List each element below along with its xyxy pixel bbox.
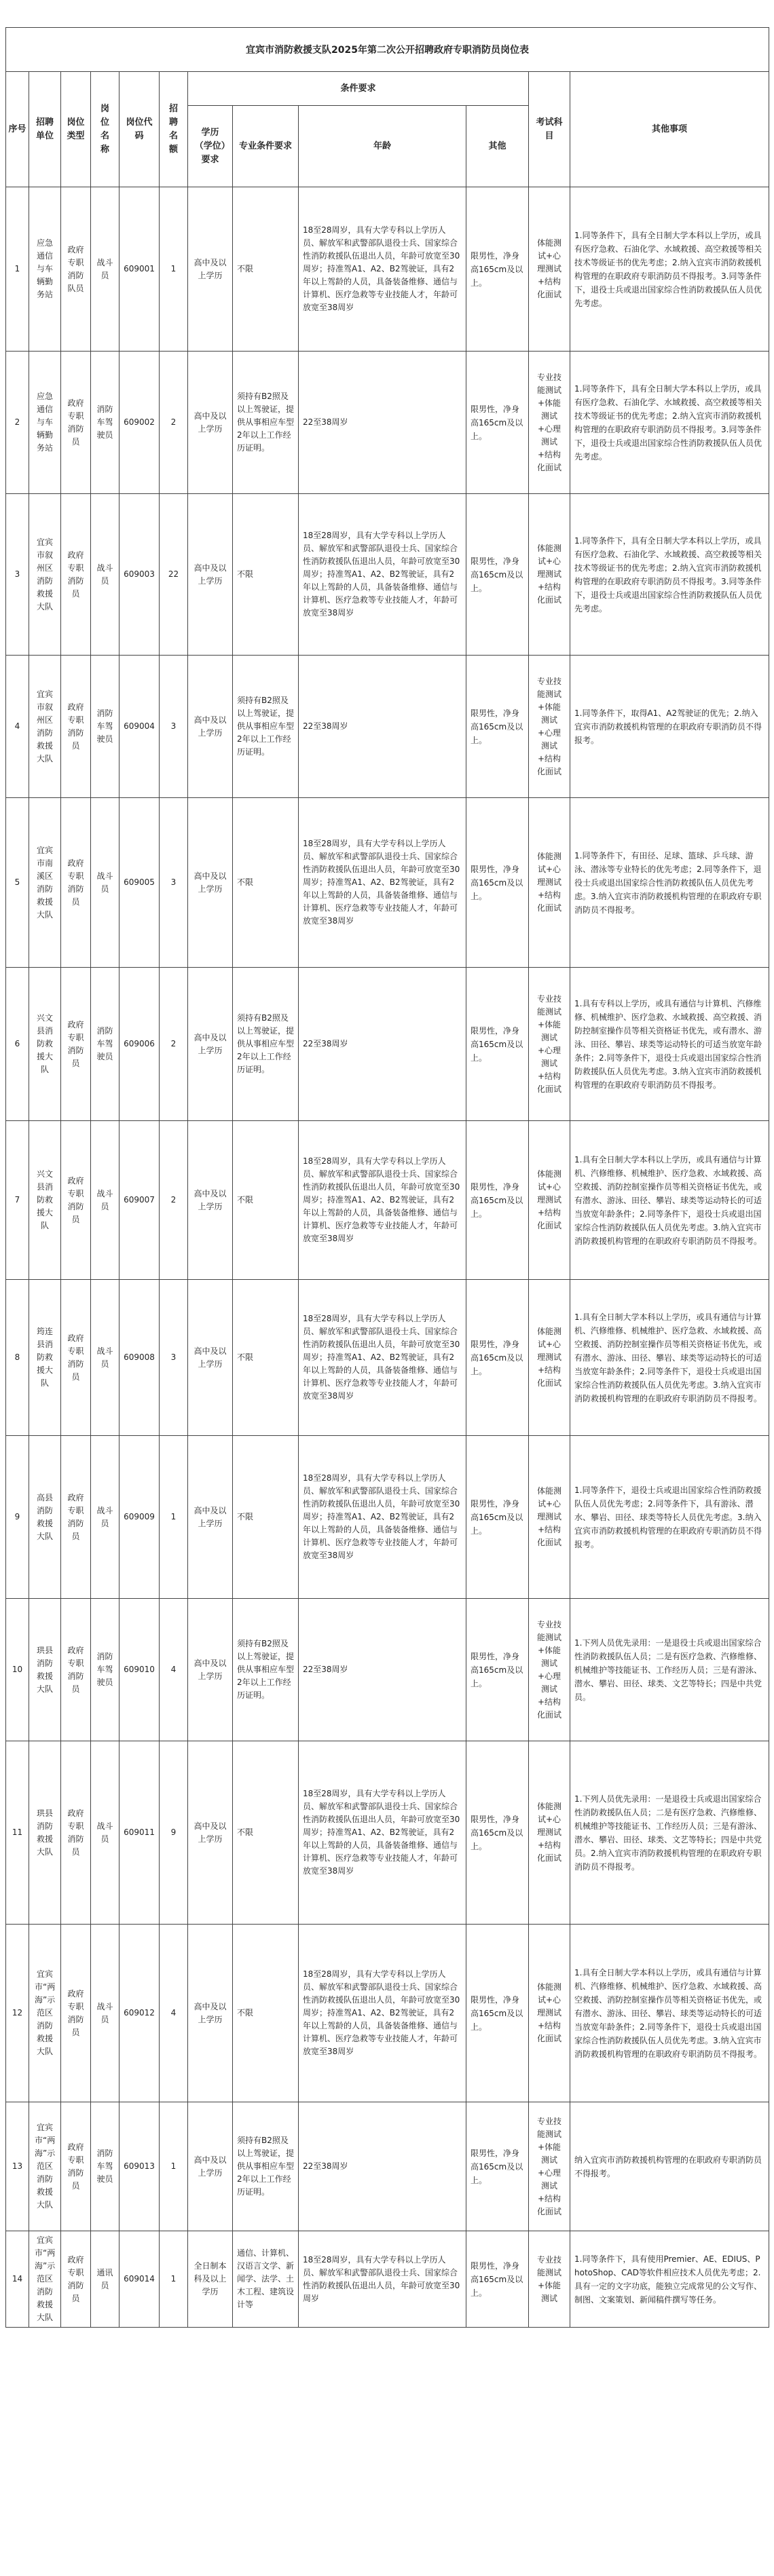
cell-exam: 专业技能测试+体能测试 — [529, 2231, 570, 2328]
page-title: 宜宾市消防救援支队2025年第二次公开招聘政府专职消防员岗位表 — [6, 28, 769, 72]
cell-unit: 宜宾市“两海”示范区消防救援大队 — [29, 2102, 61, 2231]
cell-notes: 1.具有专科以上学历，或具有通信与计算机、汽修维修、机械维护、医疗急救、水域救援、高空救援、消防控制室操作员等相关资格证书优先，或有潜水、游泳、田径、攀岩、球类等运动特长的可适当放宽年龄条件；2.同等条件下，退役士兵或退出国家综合性消防救援队伍人员优先考虑。3.纳入宜宾市消防救援机构管理的在职政府专职消防员不得报考。 — [570, 968, 769, 1121]
table-row — [6, 1599, 769, 1741]
header-quota: 招聘名额 — [160, 72, 188, 187]
cell-post-name: 通讯员 — [91, 2231, 119, 2328]
cell-other: 限男性，净身高165cm及以上。 — [466, 1436, 529, 1599]
cell-code: 609004 — [119, 656, 160, 798]
cell-edu: 全日制本科及以上学历 — [188, 2231, 233, 2328]
cell-age: 18至28周岁，具有大学专科以上学历人员、解放军和武警部队退役士兵、国家综合性消防救援队伍退出人员，年龄可放宽至30周岁；持准驾A1、A2、B2驾驶证，具有2年以上驾龄的人员，具备装备维修、通信与计算机、医疗急救等专业技能人才，年龄可放宽至38周岁 — [299, 1121, 466, 1280]
cell-seq: 11 — [6, 1741, 29, 1925]
cell-exam: 专业技能测试+体能测试+心理测试+结构化面试 — [529, 968, 570, 1121]
cell-quota: 22 — [160, 494, 188, 656]
cell-code: 609003 — [119, 494, 160, 656]
cell-quota: 4 — [160, 1599, 188, 1741]
cell-major: 须持有B2照及以上驾驶证，提供从事相应车型2年以上工作经历证明。 — [233, 1599, 299, 1741]
header-other: 其他 — [466, 106, 529, 187]
header-edu: 学历（学位）要求 — [188, 106, 233, 187]
cell-quota: 3 — [160, 798, 188, 968]
header-notes: 其他事项 — [570, 72, 769, 187]
cell-code: 609009 — [119, 1436, 160, 1599]
cell-major: 须持有B2照及以上驾驶证，提供从事相应车型2年以上工作经历证明。 — [233, 2102, 299, 2231]
cell-edu: 高中及以上学历 — [188, 656, 233, 798]
cell-unit: 宜宾市“两海”示范区消防救援大队 — [29, 1925, 61, 2102]
cell-major: 不限 — [233, 798, 299, 968]
cell-edu: 高中及以上学历 — [188, 798, 233, 968]
cell-post-type: 政府专职消防员 — [61, 352, 91, 494]
cell-notes: 1.下列人员优先录用：一是退役士兵或退出国家综合性消防救援队伍人员；二是有医疗急救、汽修维修、机械维护等技能证书、工作经历人员；三是有游泳、潜水、攀岩、田径、球类、文艺等特长；四是中共党员。2.纳入宜宾市消防救援机构管理的在职政府专职消防员不得报考。 — [570, 1741, 769, 1925]
cell-unit: 兴文县消防救援大队 — [29, 1121, 61, 1280]
cell-edu: 高中及以上学历 — [188, 1599, 233, 1741]
cell-major: 不限 — [233, 1436, 299, 1599]
cell-other: 限男性，净身高165cm及以上。 — [466, 1925, 529, 2102]
cell-unit: 高县消防救援大队 — [29, 1436, 61, 1599]
cell-other: 限男性，净身高165cm及以上。 — [466, 187, 529, 352]
cell-seq: 7 — [6, 1121, 29, 1280]
cell-code: 609013 — [119, 2102, 160, 2231]
table-row — [6, 1121, 769, 1280]
cell-quota: 4 — [160, 1925, 188, 2102]
cell-post-type: 政府专职消防员 — [61, 1925, 91, 2102]
header-major: 专业条件要求 — [233, 106, 299, 187]
cell-other: 限男性，净身高165cm及以上。 — [466, 2231, 529, 2328]
cell-quota: 1 — [160, 1436, 188, 1599]
cell-exam: 体能测试+心理测试+结构化面试 — [529, 494, 570, 656]
cell-post-name: 消防车驾驶员 — [91, 1599, 119, 1741]
table-row — [6, 1741, 769, 1925]
cell-post-name: 战斗员 — [91, 1121, 119, 1280]
cell-major: 不限 — [233, 1121, 299, 1280]
cell-exam: 体能测试+心理测试+结构化面试 — [529, 1436, 570, 1599]
cell-other: 限男性，净身高165cm及以上。 — [466, 1741, 529, 1925]
cell-edu: 高中及以上学历 — [188, 352, 233, 494]
cell-quota: 9 — [160, 1741, 188, 1925]
cell-exam: 体能测试+心理测试+结构化面试 — [529, 187, 570, 352]
cell-major: 不限 — [233, 187, 299, 352]
cell-other: 限男性，净身高165cm及以上。 — [466, 798, 529, 968]
cell-exam: 专业技能测试+体能测试+心理测试+结构化面试 — [529, 2102, 570, 2231]
cell-post-name: 战斗员 — [91, 1436, 119, 1599]
cell-code: 609014 — [119, 2231, 160, 2328]
cell-age: 22至38周岁 — [299, 2102, 466, 2231]
table-row — [6, 187, 769, 352]
cell-seq: 3 — [6, 494, 29, 656]
cell-seq: 13 — [6, 2102, 29, 2231]
cell-other: 限男性，净身高165cm及以上。 — [466, 1599, 529, 1741]
cell-code: 609001 — [119, 187, 160, 352]
cell-age: 18至28周岁，具有大学专科以上学历人员、解放军和武警部队退役士兵、国家综合性消防救援队伍退出人员，年龄可放宽至30周岁；持准驾A1、A2、B2驾驶证，具有2年以上驾龄的人员，具备装备维修、通信与计算机、医疗急救等专业技能人才，年龄可放宽至38周岁 — [299, 1741, 466, 1925]
cell-notes: 1.具有全日制大学本科以上学历，或具有通信与计算机、汽修维修、机械维护、医疗急救、水域救援、高空救援、消防控制室操作员等相关资格证书优先，或有潜水、游泳、田径、攀岩、球类等运动特长的可适当放宽年龄条件；2.同等条件下，退役士兵或退出国家综合性消防救援队伍人员优先考虑。3.纳入宜宾市消防救援机构管理的在职政府专职消防员不得报考。 — [570, 1925, 769, 2102]
cell-age: 18至28周岁，具有大学专科以上学历人员、解放军和武警部队退役士兵、国家综合性消防救援队伍退出人员，年龄可放宽至30周岁；持准驾A1、A2、B2驾驶证，具有2年以上驾龄的人员，具备装备维修、通信与计算机、医疗急救等专业技能人才，年龄可放宽至38周岁 — [299, 798, 466, 968]
cell-post-type: 政府专职消防员 — [61, 1436, 91, 1599]
cell-post-type: 政府专职消防员 — [61, 2102, 91, 2231]
cell-seq: 6 — [6, 968, 29, 1121]
cell-unit: 珙县消防救援大队 — [29, 1741, 61, 1925]
cell-unit: 筠连县消防救援大队 — [29, 1280, 61, 1436]
cell-edu: 高中及以上学历 — [188, 187, 233, 352]
cell-exam: 专业技能测试+体能测试+心理测试+结构化面试 — [529, 1599, 570, 1741]
header-exam: 考试科目 — [529, 72, 570, 187]
cell-post-name: 消防车驾驶员 — [91, 352, 119, 494]
cell-post-type: 政府专职消防员 — [61, 2231, 91, 2328]
cell-edu: 高中及以上学历 — [188, 1280, 233, 1436]
cell-age: 22至38周岁 — [299, 656, 466, 798]
cell-notes: 1.具有全日制大学本科以上学历，或具有通信与计算机、汽修维修、机械维护、医疗急救、水域救援、高空救援、消防控制室操作员等相关资格证书优先，或有潜水、游泳、田径、攀岩、球类等运动特长的可适当放宽年龄条件；2.同等条件下，退役士兵或退出国家综合性消防救援队伍人员优先考虑。3.纳入宜宾市消防救援机构管理的在职政府专职消防员不得报考。 — [570, 1280, 769, 1436]
cell-unit: 宜宾市“两海”示范区消防救援大队 — [29, 2231, 61, 2328]
table-row — [6, 2102, 769, 2231]
cell-edu: 高中及以上学历 — [188, 1741, 233, 1925]
cell-exam: 体能测试+心理测试+结构化面试 — [529, 1741, 570, 1925]
table-row — [6, 656, 769, 798]
cell-post-name: 战斗员 — [91, 187, 119, 352]
cell-major: 不限 — [233, 1741, 299, 1925]
cell-exam: 专业技能测试+体能测试+心理测试+结构化面试 — [529, 656, 570, 798]
cell-post-name: 战斗员 — [91, 1925, 119, 2102]
cell-unit: 宜宾市叙州区消防救援大队 — [29, 494, 61, 656]
cell-major: 须持有B2照及以上驾驶证，提供从事相应车型2年以上工作经历证明。 — [233, 352, 299, 494]
cell-age: 22至38周岁 — [299, 1599, 466, 1741]
cell-quota: 3 — [160, 656, 188, 798]
cell-age: 18至28周岁，具有大学专科以上学历人员、解放军和武警部队退役士兵、国家综合性消防救援队伍退出人员，年龄可放宽至30周岁 — [299, 2231, 466, 2328]
cell-post-name: 战斗员 — [91, 1741, 119, 1925]
cell-seq: 9 — [6, 1436, 29, 1599]
cell-quota: 1 — [160, 2231, 188, 2328]
cell-post-type: 政府专职消防队员 — [61, 187, 91, 352]
cell-post-name: 消防车驾驶员 — [91, 968, 119, 1121]
header-post-name: 岗位名称 — [91, 72, 119, 187]
cell-unit: 珙县消防救援大队 — [29, 1599, 61, 1741]
cell-exam: 体能测试+心理测试+结构化面试 — [529, 1121, 570, 1280]
cell-exam: 体能测试+心理测试+结构化面试 — [529, 1280, 570, 1436]
cell-notes: 1.同等条件下，具有全日制大学本科以上学历，或具有医疗急救、石油化学、水域救援、高空救援等相关技术等级证书的优先考虑；2.纳入宜宾市消防救援机构管理的在职政府专职消防员不得报考。3.同等条件下，退役士兵或退出国家综合性消防救援队伍人员优先考虑。 — [570, 494, 769, 656]
cell-code: 609005 — [119, 798, 160, 968]
cell-code: 609011 — [119, 1741, 160, 1925]
cell-seq: 12 — [6, 1925, 29, 2102]
cell-notes: 1.具有全日制大学本科以上学历，或具有通信与计算机、汽修维修、机械维护、医疗急救、水域救援、高空救援、消防控制室操作员等相关资格证书优先，或有潜水、游泳、田径、攀岩、球类等运动特长的可适当放宽年龄条件；2.同等条件下，退役士兵或退出国家综合性消防救援队伍人员优先考虑。3.纳入宜宾市消防救援机构管理的在职政府专职消防员不得报考。 — [570, 1121, 769, 1280]
cell-code: 609002 — [119, 352, 160, 494]
cell-edu: 高中及以上学历 — [188, 1925, 233, 2102]
table-row — [6, 1925, 769, 2102]
cell-notes: 纳入宜宾市消防救援机构管理的在职政府专职消防员不得报考。 — [570, 2102, 769, 2231]
cell-major: 须持有B2照及以上驾驶证，提供从事相应车型2年以上工作经历证明。 — [233, 656, 299, 798]
table-row — [6, 798, 769, 968]
cell-major: 不限 — [233, 1925, 299, 2102]
cell-post-name: 战斗员 — [91, 1280, 119, 1436]
cell-quota: 2 — [160, 1121, 188, 1280]
cell-seq: 14 — [6, 2231, 29, 2328]
cell-other: 限男性，净身高165cm及以上。 — [466, 656, 529, 798]
cell-age: 18至28周岁，具有大学专科以上学历人员、解放军和武警部队退役士兵、国家综合性消防救援队伍退出人员，年龄可放宽至30周岁；持准驾A1、A2、B2驾驶证，具有2年以上驾龄的人员，具备装备维修、通信与计算机、医疗急救等专业技能人才，年龄可放宽至38周岁 — [299, 1280, 466, 1436]
cell-post-name: 消防车驾驶员 — [91, 656, 119, 798]
cell-edu: 高中及以上学历 — [188, 968, 233, 1121]
cell-post-type: 政府专职消防员 — [61, 1280, 91, 1436]
cell-unit: 宜宾市南溪区消防救援大队 — [29, 798, 61, 968]
header-unit: 招聘单位 — [29, 72, 61, 187]
cell-exam: 体能测试+心理测试+结构化面试 — [529, 798, 570, 968]
cell-notes: 1.同等条件下，具有全日制大学本科以上学历，或具有医疗急救、石油化学、水域救援、高空救援等相关技术等级证书的优先考虑；2.纳入宜宾市消防救援机构管理的在职政府专职消防员不得报考。3.同等条件下，退役士兵或退出国家综合性消防救援队伍人员优先考虑。 — [570, 187, 769, 352]
cell-seq: 8 — [6, 1280, 29, 1436]
cell-age: 22至38周岁 — [299, 968, 466, 1121]
cell-notes: 1.同等条件下，有田径、足球、篮球、乒乓球、游泳、潜泳等专业特长的优先考虑；2.同等条件下，退役士兵或退出国家综合性消防救援队伍人员优先考虑。3.纳入宜宾市消防救援机构管理的在职政府专职消防员不得报考。 — [570, 798, 769, 968]
cell-exam: 专业技能测试+体能测试+心理测试+结构化面试 — [529, 352, 570, 494]
cell-post-name: 战斗员 — [91, 798, 119, 968]
cell-other: 限男性，净身高165cm及以上。 — [466, 1121, 529, 1280]
cell-quota: 1 — [160, 2102, 188, 2231]
header-age: 年龄 — [299, 106, 466, 187]
cell-code: 609006 — [119, 968, 160, 1121]
cell-post-type: 政府专职消防员 — [61, 494, 91, 656]
cell-post-name: 战斗员 — [91, 494, 119, 656]
cell-age: 18至28周岁，具有大学专科以上学历人员、解放军和武警部队退役士兵、国家综合性消防救援队伍退出人员，年龄可放宽至30周岁；持准驾A1、A2、B2驾驶证，具有2年以上驾龄的人员，具备装备维修、通信与计算机、医疗急救等专业技能人才，年龄可放宽至38周岁 — [299, 1436, 466, 1599]
cell-post-type: 政府专职消防员 — [61, 968, 91, 1121]
table-row — [6, 1280, 769, 1436]
cell-exam: 体能测试+心理测试+结构化面试 — [529, 1925, 570, 2102]
recruitment-table — [5, 27, 769, 2328]
cell-notes: 1.同等条件下，具有全日制大学本科以上学历，或具有医疗急救、石油化学、水域救援、高空救援等相关技术等级证书的优先考虑；2.纳入宜宾市消防救援机构管理的在职政府专职消防员不得报考。3.同等条件下，退役士兵或退出国家综合性消防救援队伍人员优先考虑。 — [570, 352, 769, 494]
cell-major: 不限 — [233, 494, 299, 656]
cell-post-type: 政府专职消防员 — [61, 1599, 91, 1741]
cell-quota: 3 — [160, 1280, 188, 1436]
cell-seq: 1 — [6, 187, 29, 352]
header-post-type: 岗位类型 — [61, 72, 91, 187]
cell-age: 18至28周岁，具有大学专科以上学历人员、解放军和武警部队退役士兵、国家综合性消防救援队伍退出人员，年龄可放宽至30周岁；持准驾A1、A2、B2驾驶证，具有2年以上驾龄的人员，具备装备维修、通信与计算机、医疗急救等专业技能人才，年龄可放宽至38周岁 — [299, 494, 466, 656]
header-conditions: 条件要求 — [188, 72, 529, 106]
cell-post-type: 政府专职消防员 — [61, 798, 91, 968]
cell-edu: 高中及以上学历 — [188, 1121, 233, 1280]
cell-notes: 1.同等条件下，取得A1、A2驾驶证的优先；2.纳入宜宾市消防救援机构管理的在职政府专职消防员不得报考。 — [570, 656, 769, 798]
cell-age: 22至38周岁 — [299, 352, 466, 494]
cell-unit: 兴文县消防救援大队 — [29, 968, 61, 1121]
cell-notes: 1.同等条件下，具有使用Premier、AE、EDIUS、PhotoShop、CAD等软件相应技术人员优先考虑；2.具有一定的文字功底，能独立完成常见的公文写作、制图、文案策划、新闻稿件撰写等任务。 — [570, 2231, 769, 2328]
cell-seq: 2 — [6, 352, 29, 494]
cell-other: 限男性，净身高165cm及以上。 — [466, 494, 529, 656]
cell-code: 609007 — [119, 1121, 160, 1280]
cell-other: 限男性，净身高165cm及以上。 — [466, 968, 529, 1121]
cell-code: 609008 — [119, 1280, 160, 1436]
cell-post-type: 政府专职消防员 — [61, 1741, 91, 1925]
cell-edu: 高中及以上学历 — [188, 494, 233, 656]
cell-seq: 10 — [6, 1599, 29, 1741]
table-row — [6, 968, 769, 1121]
cell-other: 限男性，净身高165cm及以上。 — [466, 1280, 529, 1436]
cell-edu: 高中及以上学历 — [188, 2102, 233, 2231]
cell-post-type: 政府专职消防员 — [61, 1121, 91, 1280]
cell-quota: 2 — [160, 968, 188, 1121]
cell-unit: 应急通信与车辆勤务站 — [29, 187, 61, 352]
cell-major: 通信、计算机、汉语言文学、新闻学、法学、土木工程、建筑设计等 — [233, 2231, 299, 2328]
cell-other: 限男性，净身高165cm及以上。 — [466, 352, 529, 494]
cell-seq: 5 — [6, 798, 29, 968]
table-row — [6, 352, 769, 494]
cell-post-name: 消防车驾驶员 — [91, 2102, 119, 2231]
cell-age: 18至28周岁，具有大学专科以上学历人员、解放军和武警部队退役士兵、国家综合性消防救援队伍退出人员，年龄可放宽至30周岁；持准驾A1、A2、B2驾驶证，具有2年以上驾龄的人员，具备装备维修、通信与计算机、医疗急救等专业技能人才，年龄可放宽至38周岁 — [299, 1925, 466, 2102]
cell-age: 18至28周岁，具有大学专科以上学历人员、解放军和武警部队退役士兵、国家综合性消防救援队伍退出人员，年龄可放宽至30周岁；持准驾A1、A2、B2驾驶证，具有2年以上驾龄的人员，具备装备维修、通信与计算机、医疗急救等专业技能人才，年龄可放宽至38周岁 — [299, 187, 466, 352]
cell-unit: 应急通信与车辆勤务站 — [29, 352, 61, 494]
cell-major: 须持有B2照及以上驾驶证，提供从事相应车型2年以上工作经历证明。 — [233, 968, 299, 1121]
cell-quota: 2 — [160, 352, 188, 494]
cell-post-type: 政府专职消防员 — [61, 656, 91, 798]
table-row — [6, 2231, 769, 2328]
cell-unit: 宜宾市叙州区消防救援大队 — [29, 656, 61, 798]
cell-seq: 4 — [6, 656, 29, 798]
cell-quota: 1 — [160, 187, 188, 352]
cell-other: 限男性，净身高165cm及以上。 — [466, 2102, 529, 2231]
cell-notes: 1.同等条件下，退役士兵或退出国家综合性消防救援队伍人员优先考虑；2.同等条件下，具有游泳、潜水、攀岩、田径、球类等特长人员优先考虑。3.纳入宜宾市消防救援机构管理的在职政府专职消防员不得报考。 — [570, 1436, 769, 1599]
cell-edu: 高中及以上学历 — [188, 1436, 233, 1599]
table-row — [6, 494, 769, 656]
cell-notes: 1.下列人员优先录用：一是退役士兵或退出国家综合性消防救援队伍人员；二是有医疗急救、汽修维修、机械维护等技能证书、工作经历人员；三是有游泳、潜水、攀岩、田径、球类、文艺等特长；四是中共党员。 — [570, 1599, 769, 1741]
table-row — [6, 1436, 769, 1599]
header-code: 岗位代码 — [119, 72, 160, 187]
cell-major: 不限 — [233, 1280, 299, 1436]
cell-code: 609012 — [119, 1925, 160, 2102]
header-seq: 序号 — [6, 72, 29, 187]
cell-code: 609010 — [119, 1599, 160, 1741]
